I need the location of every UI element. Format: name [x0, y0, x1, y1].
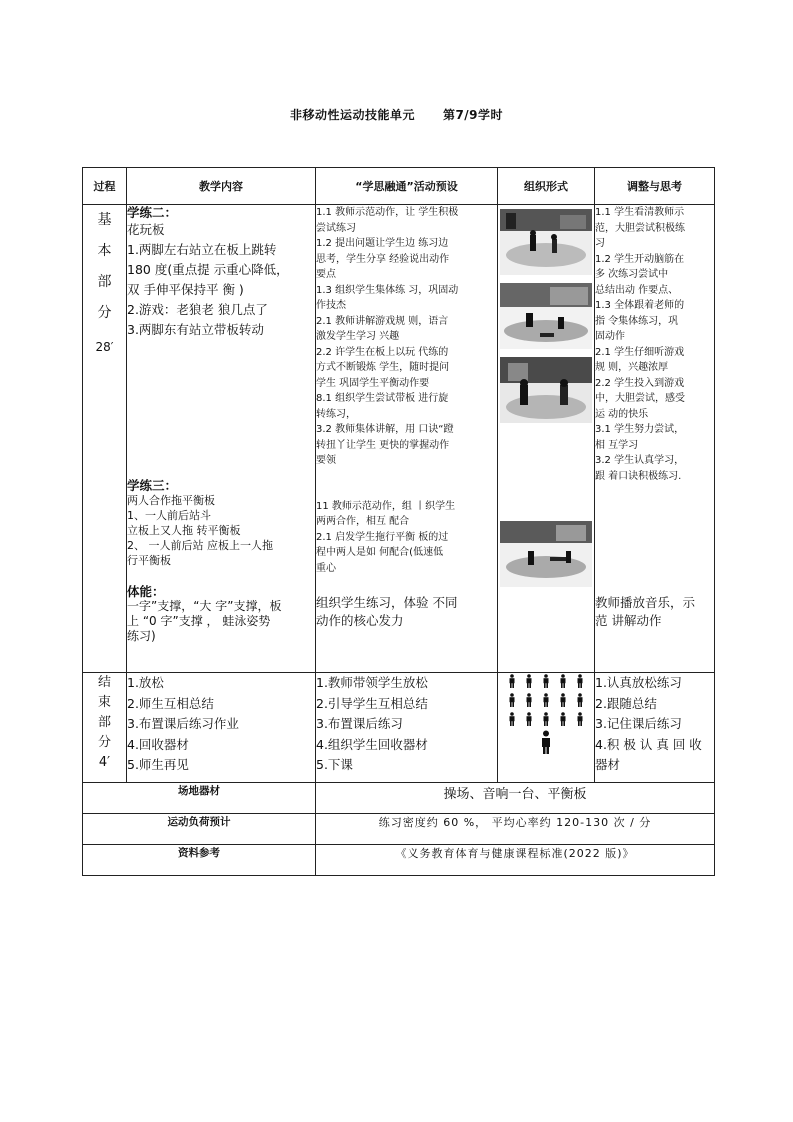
content-line: 花玩板 — [127, 222, 165, 237]
table-header-row — [83, 168, 715, 205]
text-line: 尝试练习 — [316, 222, 356, 234]
text-line: 转练习， — [316, 408, 356, 420]
basic-activity-cell — [316, 205, 498, 673]
student-figure-icon — [572, 673, 589, 692]
section-title: 学练三： — [127, 478, 178, 493]
header-reflection: 调整与思考 — [595, 168, 715, 205]
footer-row-load — [83, 814, 715, 845]
page-title — [0, 106, 793, 123]
text-line: 3.布置课后练习 — [316, 716, 403, 731]
text-line: 2.引导学生互相总结 — [316, 695, 428, 711]
content-line: 两人合作拖平衡板 — [127, 494, 215, 507]
text-line: 范 讲解动作 — [595, 613, 662, 628]
student-figure-icon — [555, 673, 572, 692]
section-title: 体能： — [127, 584, 165, 599]
header-content: 教学内容 — [127, 168, 316, 205]
text-line: 1.认真放松练习 — [595, 675, 682, 690]
process-char: 本 — [97, 243, 112, 259]
end-part-time: 4′ — [98, 755, 111, 770]
footer-value: 操场、音响一台、平衡板 — [316, 783, 715, 814]
text-line: 2.跟随总结 — [595, 695, 657, 711]
process-char: 分 — [97, 735, 111, 750]
text-line: 思考，学生分享 经验说出动作 — [316, 253, 450, 265]
student-figure-icon — [572, 711, 589, 730]
header-organization: 组织形式 — [498, 168, 595, 205]
end-reflection-cell — [595, 673, 715, 783]
student-figure-icon — [538, 711, 555, 730]
content-line: 2.游戏：老狼老 狼几点了 — [127, 302, 268, 317]
content-line: 双 手伸平保持平 衡 ) — [127, 282, 244, 297]
content-line: 立板上又人拖 转平衡板 — [127, 524, 241, 537]
text-line: 11 教师示范动作，组 丨织学生 — [316, 500, 456, 512]
text-line: 运 动的快乐 — [595, 408, 649, 420]
text-line: 3.2 教师集体讲解，用 口诀“蹬 — [316, 424, 454, 435]
lesson-number: 第7/9学时 — [442, 108, 504, 122]
header-process: 过程 — [83, 168, 127, 205]
basic-reflection-cell — [595, 205, 715, 673]
text-line: 2.1 启发学生拖行平衡 板的过 — [316, 531, 449, 543]
text-line: 3.记住课后练习 — [595, 716, 682, 731]
text-line: 指 令集体练习，巩 — [595, 315, 679, 327]
end-content-cell — [127, 673, 316, 783]
text-line: 5.师生再见 — [127, 757, 189, 772]
student-figure-icon — [504, 673, 521, 692]
footer-label: 资料参考 — [83, 845, 316, 876]
process-char: 部 — [97, 274, 112, 290]
process-char: 结 — [97, 675, 111, 690]
footer-label: 运动负荷预计 — [83, 814, 316, 845]
process-char: 基 — [97, 212, 112, 228]
text-line: 学生 巩固学生平衡动作要 — [316, 377, 430, 389]
student-figure-icon — [538, 673, 555, 692]
text-line: 固动作 — [595, 331, 625, 342]
text-line: 2.2 学生投入到游戏 — [595, 377, 685, 389]
text-line: 3.2 学生认真学习， — [595, 455, 685, 466]
student-figure-icon — [521, 673, 538, 692]
text-line: 总结出动 作要点、 — [595, 284, 679, 296]
text-line: 要领 — [316, 455, 336, 466]
text-line: 1.放松 — [127, 675, 164, 690]
text-line: 1.2 学生开动脑筋在 — [595, 253, 685, 265]
end-part-row — [83, 673, 715, 783]
classroom-photo-icon — [500, 357, 592, 423]
end-activity-cell — [316, 673, 498, 783]
basic-part-label — [83, 205, 127, 673]
text-line: 1.2 提出问题让学生边 练习边 — [316, 238, 449, 249]
text-line: 两两合作，相互 配合 — [316, 516, 410, 527]
content-line: 1、一人前后站斗 — [127, 509, 211, 522]
text-line: 1.1 教师示范动作，让 学生积极 — [316, 207, 459, 218]
content-line: 3.两脚东有站立带板转动 — [127, 322, 264, 337]
text-line: 转扭丫让学生 更快的掌握动作 — [316, 439, 450, 451]
basic-part-time: 28′ — [95, 340, 114, 354]
content-line: 2、 一人前后站 应板上一人拖 — [127, 539, 273, 552]
text-line: 多 次练习尝试中 — [595, 269, 669, 280]
text-line: 2.师生互相总结 — [127, 695, 214, 711]
text-line: 组织学生练习，体验 不同 — [316, 595, 458, 610]
text-line: 激发学生学习 兴趣 — [316, 331, 400, 342]
student-figure-icon — [538, 692, 555, 711]
text-line: 2.1 学生仔细听游戏 — [595, 346, 685, 358]
text-line: 程中两人是如 何配合(低速低 — [316, 547, 444, 558]
footer-value: 《义务教育体育与健康课程标准(2022 版)》 — [316, 845, 715, 876]
student-figure-icon — [555, 711, 572, 730]
basic-content-cell — [127, 205, 316, 673]
basic-part-row — [83, 205, 715, 673]
footer-row-equipment — [83, 783, 715, 814]
text-line: 教师播放音乐，示 — [595, 595, 696, 610]
classroom-photo-icon — [500, 521, 592, 587]
text-line: 2.1 教师讲解游戏规 则，语言 — [316, 315, 449, 327]
process-char: 束 — [97, 695, 111, 710]
content-line: 练习) — [127, 629, 156, 643]
text-line: 相 互学习 — [595, 439, 639, 451]
text-line: 作技杰 — [316, 300, 346, 311]
section-title: 学练二： — [127, 205, 178, 220]
text-line: 习 — [595, 238, 605, 249]
organization-photos — [498, 205, 595, 673]
text-line: 2.2 许学生在板上以玩 代练的 — [316, 346, 449, 358]
organization-figures — [498, 673, 595, 783]
text-line: 跟 着口诀积极练习. — [595, 470, 682, 482]
student-figure-icon — [521, 692, 538, 711]
text-line: 范，大胆尝试积极练 — [595, 222, 685, 234]
content-line: 行平衡板 — [127, 554, 171, 567]
student-figure-icon — [572, 692, 589, 711]
content-line: 180 度(重点提 示重心降低， — [127, 262, 289, 277]
process-char: 部 — [97, 715, 111, 730]
text-line: 4.组织学生回收器材 — [316, 736, 428, 752]
end-part-label — [83, 673, 127, 783]
lesson-plan-table — [82, 167, 715, 876]
student-figure-icon — [504, 711, 521, 730]
classroom-photo-icon — [500, 209, 592, 275]
process-char: 分 — [97, 305, 112, 321]
classroom-photo-icon — [500, 283, 592, 349]
text-line: 1.1 学生看清教师示 — [595, 207, 685, 218]
text-line: 动作的核心发力 — [316, 613, 404, 628]
text-line: 3.1 学生努力尝试， — [595, 424, 685, 435]
content-line: 1.两脚左右站立在板上跳转 — [127, 242, 277, 257]
text-line: 8.1 组织学生尝试带板 进行旋 — [316, 393, 449, 404]
text-line: 方式不断锻炼 学生，随时提问 — [316, 362, 450, 373]
text-line: 1.教师带领学生放松 — [316, 675, 428, 690]
content-line: 一字”支撑，“大 字”支撑，板 — [127, 599, 282, 613]
footer-row-reference — [83, 845, 715, 876]
footer-label: 场地器材 — [83, 783, 316, 814]
text-line: 5.下课 — [316, 757, 353, 772]
footer-value: 练习密度约 60 %， 平均心率约 120-130 次 / 分 — [316, 814, 715, 845]
text-line: 3.布置课后练习作业 — [127, 716, 239, 731]
content-line: 上 “0 字”支撑 ， 蛙泳姿势 — [127, 614, 271, 628]
text-line: 中，大胆尝试，感受 — [595, 393, 685, 404]
text-line: 4.积 极 认 真 回 收 — [595, 736, 702, 752]
text-line: 1.3 全体跟着老师的 — [595, 300, 685, 311]
text-line: 规 则，兴趣浓厚 — [595, 362, 669, 373]
student-figure-icon — [555, 692, 572, 711]
teacher-figure-icon — [540, 730, 552, 754]
unit-title: 非移动性运动技能单元 — [289, 108, 415, 122]
text-line: 1.3 组织学生集体练 习，巩固动 — [316, 284, 459, 296]
text-line: 器材 — [595, 757, 621, 772]
header-activity: “学思融通”活动预设 — [316, 168, 498, 205]
student-figure-icon — [504, 692, 521, 711]
student-figure-icon — [521, 711, 538, 730]
text-line: 重心 — [316, 562, 336, 574]
text-line: 4.回收器材 — [127, 736, 189, 752]
text-line: 要点 — [316, 269, 336, 280]
